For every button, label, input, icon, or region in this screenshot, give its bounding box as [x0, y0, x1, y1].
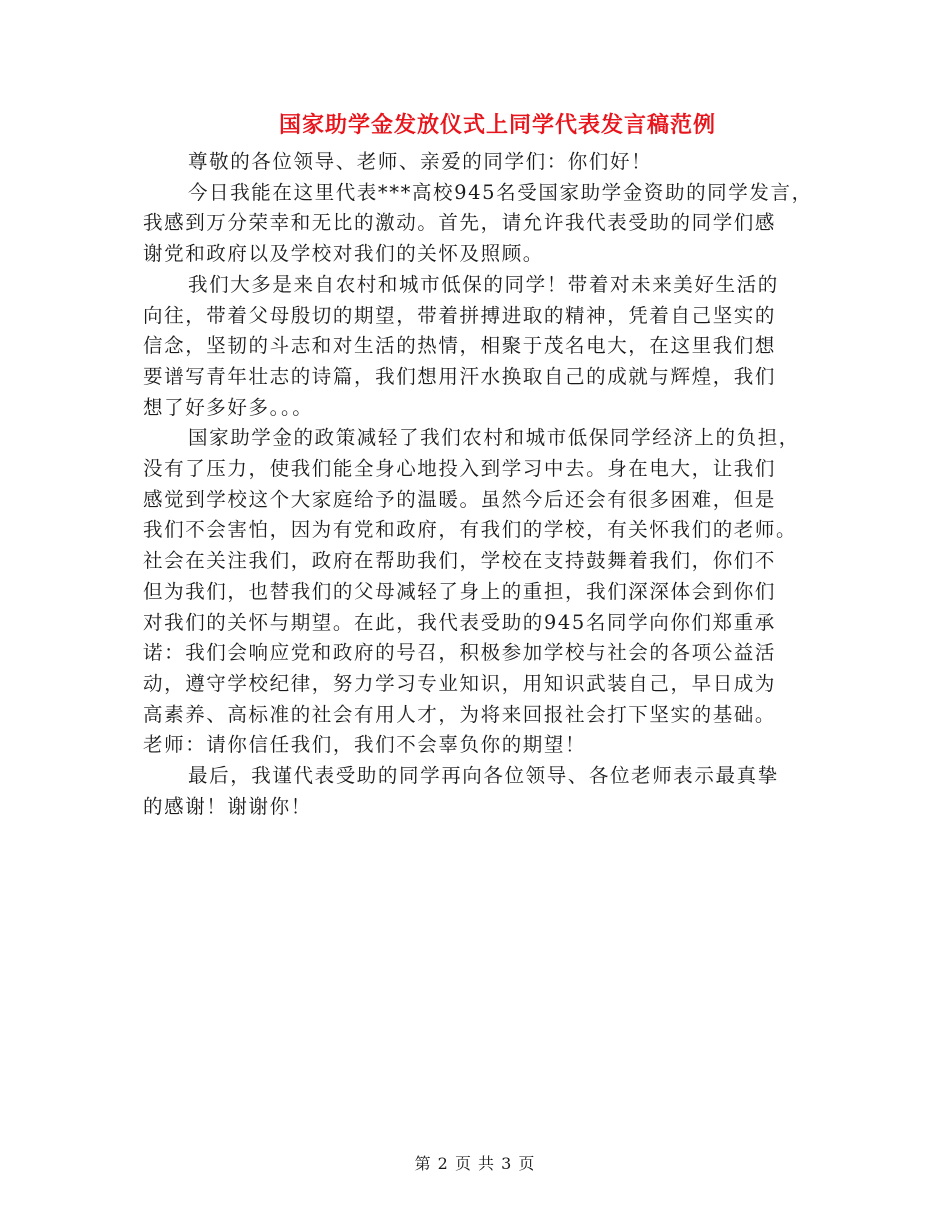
- body-line: 高素养、高标准的社会有用人才，为将来回报社会打下坚实的基础。: [143, 702, 777, 726]
- body-line: 今日我能在这里代表***高校945名受国家助学金资助的同学发言，: [188, 180, 813, 204]
- body-line: 没有了压力，使我们能全身心地投入到学习中去。身在电大，让我们: [143, 457, 777, 481]
- document-title: 国家助学金发放仪式上同学代表发言稿范例: [278, 112, 716, 138]
- body-line: 最后，我谨代表受助的同学再向各位领导、各位老师表示最真挚: [188, 764, 779, 788]
- body-line: 尊敬的各位领导、老师、亲爱的同学们：你们好！: [188, 150, 653, 173]
- body-line: 对我们的关怀与期望。在此，我代表受助的945名同学向你们郑重承: [143, 610, 776, 634]
- body-line: 信念，坚韧的斗志和对生活的热情，相聚于茂名电大，在这里我们想: [143, 334, 777, 358]
- body-line: 感觉到学校这个大家庭给予的温暖。虽然今后还会有很多困难，但是: [143, 487, 777, 511]
- body-line: 想了好多好多。。。: [143, 395, 314, 419]
- document-body: [143, 147, 815, 822]
- body-line: 国家助学金的政策减轻了我们农村和城市低保同学经济上的负担，: [188, 426, 800, 450]
- body-line: 向往，带着父母殷切的期望，带着拼搏进取的精神，凭着自己坚实的: [143, 303, 777, 327]
- body-line: 老师：请你信任我们，我们不会辜负你的期望！: [143, 733, 587, 757]
- body-line: 谢党和政府以及学校对我们的关怀及照顾。: [143, 242, 544, 266]
- body-line: 诺：我们会响应党和政府的号召，积极参加学校与社会的各项公益活: [143, 641, 777, 665]
- body-line: 动，遵守学校纪律，努力学习专业知识，用知识武装自己，早日成为: [143, 671, 777, 695]
- body-line: 要谱写青年壮志的诗篇，我们想用汗水换取自己的成就与辉煌，我们: [143, 364, 777, 388]
- body-line: 我们大多是来自农村和城市低保的同学！带着对未来美好生活的: [188, 272, 779, 296]
- body-line: 但为我们，也替我们的父母减轻了身上的重担，我们深深体会到你们: [143, 579, 777, 603]
- body-line: 我感到万分荣幸和无比的激动。首先，请允许我代表受助的同学们感: [143, 211, 777, 235]
- body-line: 社会在关注我们，政府在帮助我们，学校在支持鼓舞着我们，你们不: [143, 549, 777, 573]
- body-line: 我们不会害怕，因为有党和政府，有我们的学校，有关怀我们的老师。: [143, 518, 798, 542]
- page-footer: 第 2 页 共 3 页: [414, 1154, 536, 1173]
- body-line: 的感谢！谢谢你！: [143, 794, 312, 818]
